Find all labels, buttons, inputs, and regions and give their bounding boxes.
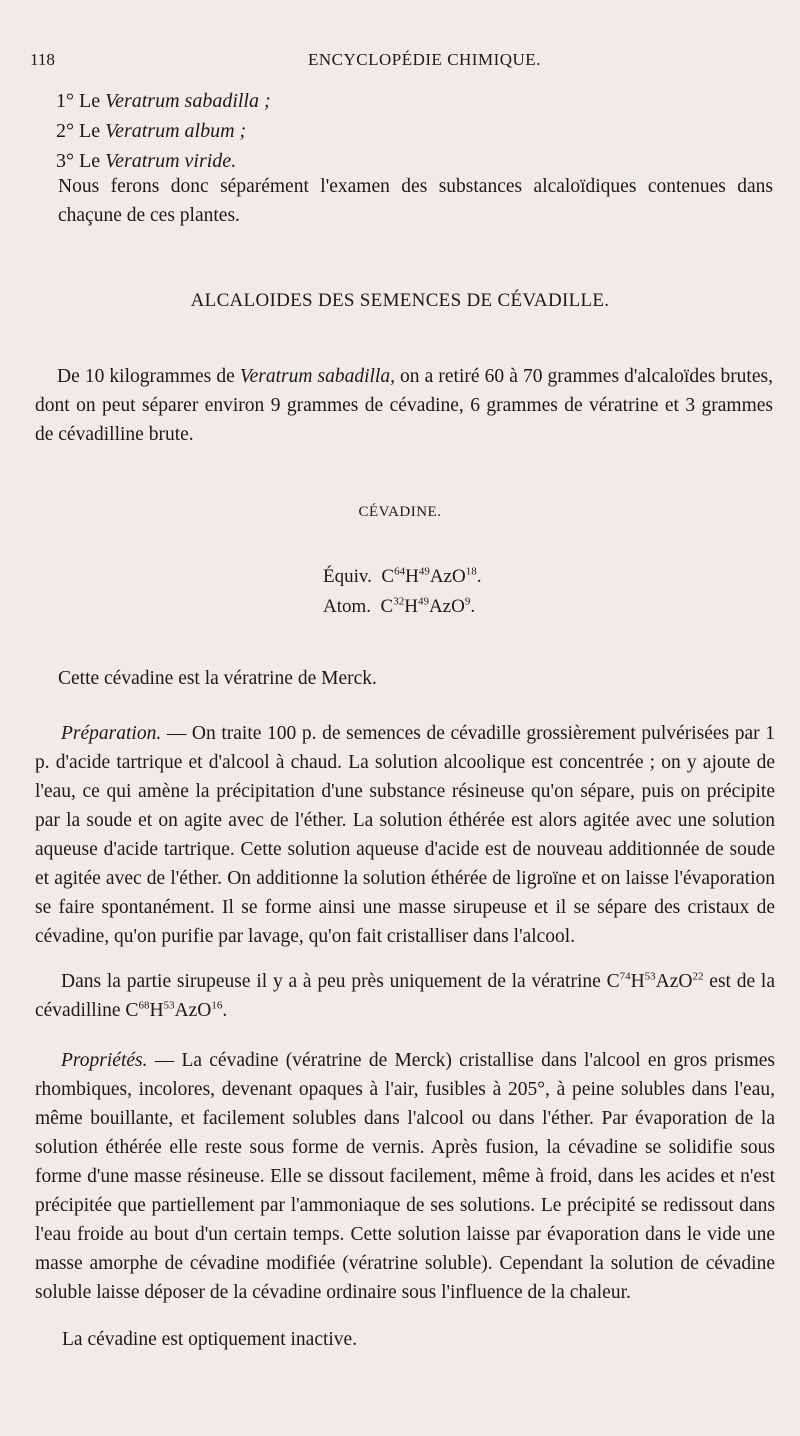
merck-line: Cette cévadine est la vératrine de Merck. [58,668,377,689]
formula-equiv: Équiv. $C^{64}H^{49}AzO^{18}$. [323,565,482,587]
list-item: 2° Le Veratrum album ; [56,120,247,142]
running-title: ENCYCLOPÉDIE CHIMIQUE. [308,50,541,69]
list-item: 1° Le Veratrum sabadilla ; [56,90,271,112]
preparation-paragraph: Préparation. — On traite 100 p. de semences de cévadille grossièrement pulvérisées par 1 p. d'acide tartrique et d'alcool à chaud. La solution alcoolique est concentrée ; on y ajoute de l'eau, ce qui amène la précipitation d'une substance résineuse qu'on sépare, puis on précipite par la soude et on agite avec de l'éther. La solution éthérée est alors agitée avec une solution aqueuse d'acide tartrique. Cette solution aqueuse d'acide est de nouveau additionnée de soude et agitée avec de l'éther. On additionne la solution éthérée de ligroïne et on laisse l'évaporation se faire spontanément. Il se forme ainsi une masse sirupeuse et il se sépare des cristaux de cévadine, qu'on purifie par lavage, qu'on fait cristalliser dans l'alcool. [35,723,775,947]
page-number: 118 [30,50,55,69]
page-header [30,50,770,80]
properties-paragraph: Propriétés. — La cévadine (vératrine de Merck) cristallise dans l'alcool en gros prismes rhombiques, incolores, devenant opaques à l'air, fusibles à 205°, à peine solubles dans l'eau, même bouillante, et facilement solubles dans l'alcool ou dans l'éther. Par évaporation de la solution éthérée elle reste sous forme de vernis. Après fusion, la cévadine se solidifie sous forme d'une masse résineuse. Elle se dissout facilement, même à froid, dans les acides et n'est précipitée que partiellement par l'ammoniaque de ses solutions. Le précipité se redissout dans l'eau froide au bout d'un certain temps. Cette solution laisse par évaporation dans le vide une masse amorphe de cévadine modifiée (vératrine soluble). Cependant la solution de cévadine soluble laisse déposer de la cévadine ordinaire sous l'influence de la chaleur. [35,1050,775,1303]
list-item: 3° Le Veratrum viride. [56,150,237,172]
intro-paragraph: Nous ferons donc séparément l'examen des substances alcaloïdiques contenues dans chaçune de ces plantes. [58,176,773,226]
last-line: La cévadine est optiquement inactive. [62,1329,358,1350]
formula-atom: Atom. $C^{32}H^{49}AzO^9$. [323,595,476,617]
sirup-paragraph: Dans la partie sirupeuse il y a à peu près uniquement de la vératrine $C^{74}H^{53}AzO^{22}$ est de la cévadilline $C^{68}H^{53}AzO^{16}$. [35,970,775,1021]
subsection-title: CÉVADINE. [358,504,442,520]
section-title: ALCALOIDES DES SEMENCES DE CÉVADILLE. [190,290,610,311]
veratrum-list [56,86,271,176]
section-paragraph: De 10 kilogrammes de Veratrum sabadilla, on a retiré 60 à 70 grammes d'alcaloïdes brutes, dont on peut séparer environ 9 grammes de cévadine, 6 grammes de vératrine et 3 grammes de cévadilline brute. [35,366,773,445]
